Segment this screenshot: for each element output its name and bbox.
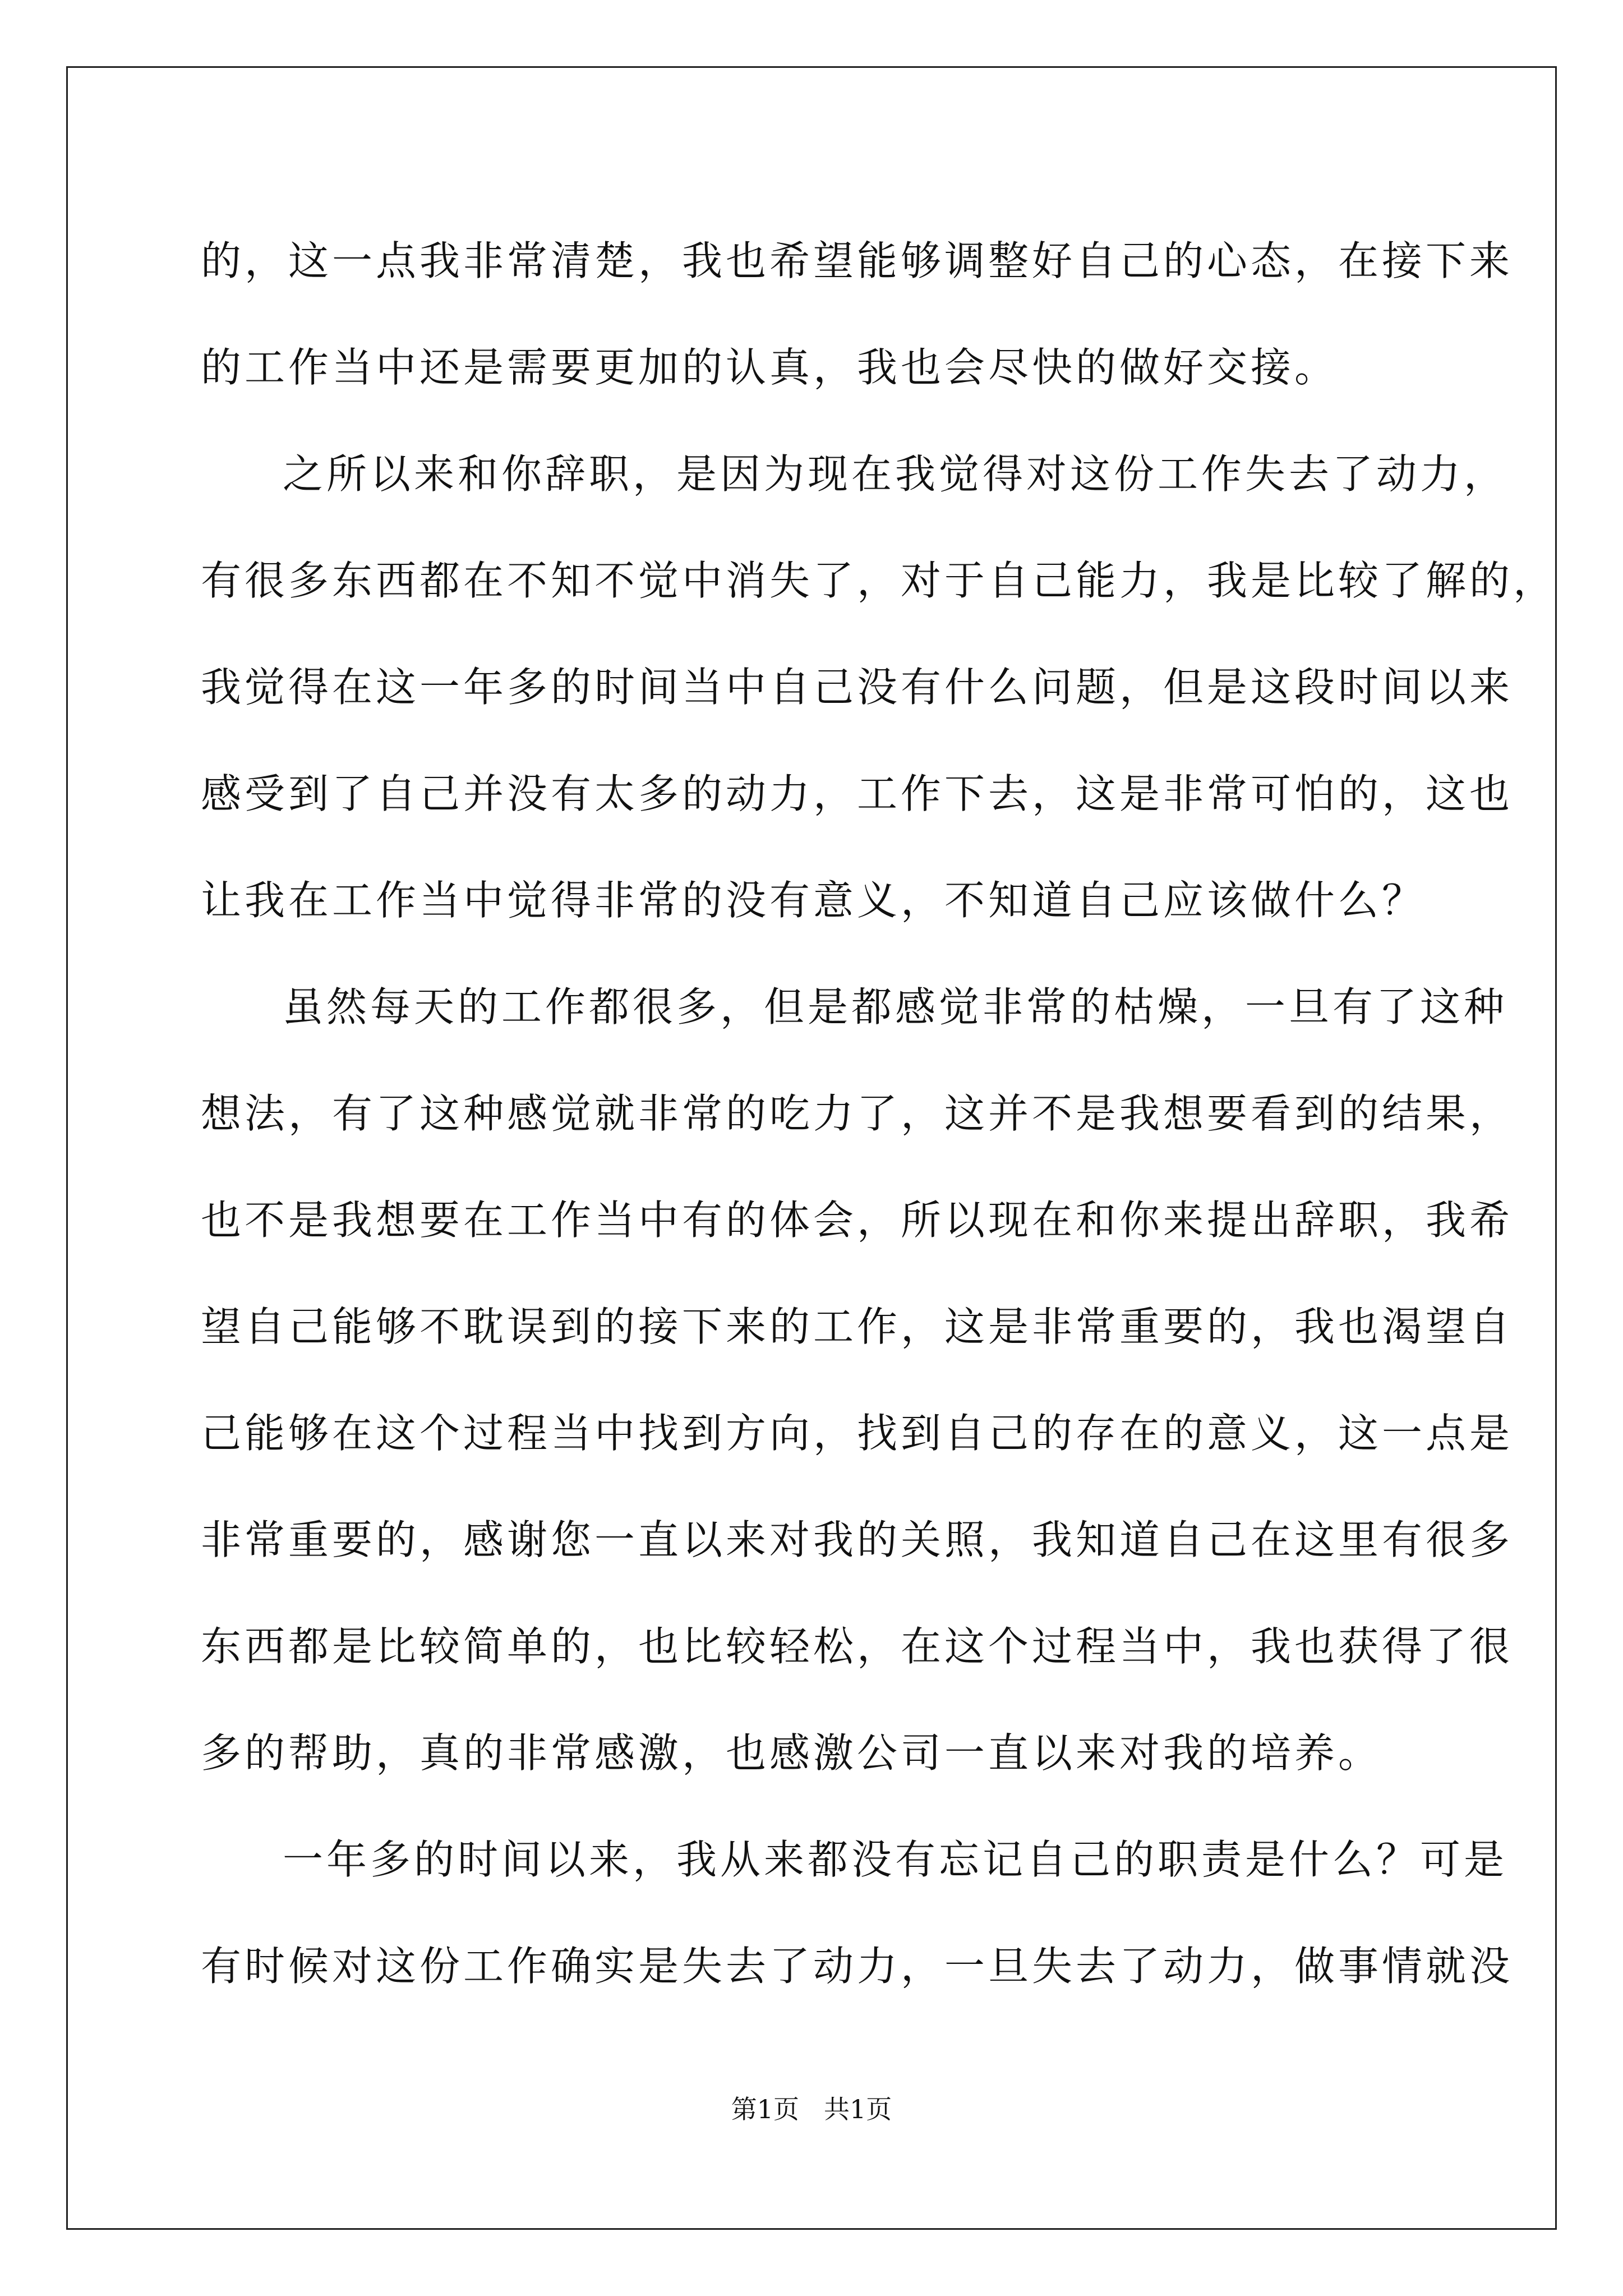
text-line: 多的帮助，真的非常感激，也感激公司一直以来对我的培养。 [201,1729,1382,1777]
text-line: 虽然每天的工作都很多，但是都感觉非常的枯燥，一旦有了这种 [283,983,1508,1030]
text-line: 望自己能够不耽误到的接下来的工作，这是非常重要的，我也渴望自 [201,1303,1514,1350]
document-body [201,208,1557,2019]
text-line: 己能够在这个过程当中找到方向，找到自己的存在的意义，这一点是 [201,1410,1514,1457]
text-line: 我觉得在这一年多的时间当中自己没有什么问题，但是这段时间以来 [201,664,1514,711]
page-footer [0,2092,1623,2126]
text-line: 有很多东西都在不知不觉中消失了，对于自己能力，我是比较了解的， [201,557,1557,604]
text-line: 一年多的时间以来，我从来都没有忘记自己的职责是什么？可是 [283,1836,1508,1883]
text-line: 的工作当中还是需要更加的认真，我也会尽快的做好交接。 [201,344,1339,391]
text-line: 有时候对这份工作确实是失去了动力，一旦失去了动力，做事情就没 [201,1943,1514,1990]
text-line: 想法，有了这种感觉就非常的吃力了，这并不是我想要看到的结果， [201,1090,1514,1137]
text-line: 感受到了自己并没有太多的动力，工作下去，这是非常可怕的，这也 [201,770,1514,817]
text-line: 之所以来和你辞职，是因为现在我觉得对这份工作失去了动力， [283,450,1508,498]
text-line: 也不是我想要在工作当中有的体会，所以现在和你来提出辞职，我希 [201,1197,1514,1244]
page-number: 第1页 [731,2094,800,2124]
page-total: 共1页 [823,2094,892,2124]
text-line: 的，这一点我非常清楚，我也希望能够调整好自己的心态，在接下来 [201,237,1514,284]
text-line: 让我在工作当中觉得非常的没有意义，不知道自己应该做什么？ [201,877,1426,924]
text-line: 东西都是比较简单的，也比较轻松，在这个过程当中，我也获得了很 [201,1623,1514,1670]
text-line: 非常重要的，感谢您一直以来对我的关照，我知道自己在这里有很多 [201,1516,1514,1563]
